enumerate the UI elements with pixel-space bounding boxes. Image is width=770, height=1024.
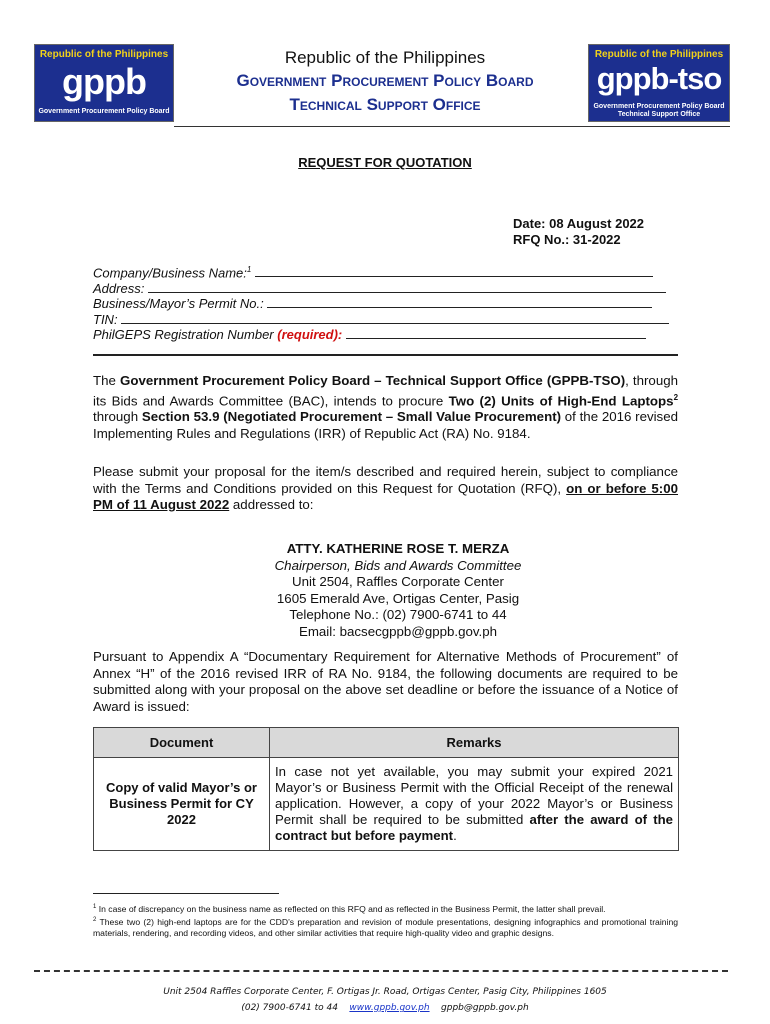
header-republic: Republic of the Philippines	[284, 48, 486, 67]
table-row	[94, 758, 679, 851]
logo-top-text: Republic of the Philippines	[594, 49, 724, 60]
logo-sub-text-2: Technical Support Office	[617, 111, 701, 118]
tin-label: TIN:	[93, 311, 118, 327]
supplier-fields	[93, 262, 678, 343]
fields-rule	[93, 354, 678, 356]
logo-top-text: Republic of the Philippines	[39, 49, 169, 60]
header-agency: Government Procurement Policy Board	[236, 71, 534, 90]
remarks-cell: In case not yet available, you may submit your expired 2021 Mayor’s or Business Permit with the Official Receipt of the renewal application. However, a copy of your 2022 Mayor’s or Business Permit shall be required to be submitted after the award of the contract but before payment.	[270, 758, 679, 851]
page-title: REQUEST FOR QUOTATION	[298, 155, 472, 170]
tin-field[interactable]	[93, 312, 678, 328]
header-document: Document	[94, 728, 270, 758]
footnote-2: $^2$ These two (2) high-end laptops are for the CDD’s preparation and revision of module presentations, designing infographics and promotional training materials, rendering, and recording videos, and other similar activities that require high-quality video and graphic designs.	[93, 916, 678, 938]
philgeps-label: PhilGEPS Registration Number	[93, 327, 274, 343]
submission-paragraph: Please submit your proposal for the item/s described and required herein, subject to compliance with the Terms and Conditions provided on this Request for Quotation (RFQ), on or before 5:00 PM of 11 August 2022 addressed to:	[93, 464, 679, 512]
logo-sub-text: Government Procurement Policy Board	[38, 108, 170, 115]
footer-phone: (02) 7900-6741 to 44	[241, 1003, 338, 1013]
footnote-1: $^1$ In case of discrepancy on the business name as reflected on this RFQ and as reflected in the Business Permit, the latter shall prevail.	[93, 903, 606, 914]
deadline: on or before 5:00 PM of 11 August 2022	[93, 480, 679, 512]
required-marker: (required):	[277, 327, 343, 343]
philgeps-field[interactable]	[93, 327, 678, 343]
addressee-position: Chairperson, Bids and Awards Committee	[274, 557, 522, 573]
header-rule	[174, 126, 730, 127]
permit-field[interactable]	[93, 296, 678, 312]
requirements-table	[93, 727, 679, 851]
document-cell: Copy of valid Mayor’s or Business Permit for CY 2022	[94, 758, 270, 851]
addressee-block	[93, 541, 703, 640]
footnote-ref-1: 1	[246, 265, 252, 274]
footnotes	[93, 902, 678, 939]
footer-email: gppb@gppb.gov.ph	[441, 1003, 529, 1013]
footer-rule	[34, 970, 728, 972]
header-office: Technical Support Office	[289, 95, 481, 114]
footer-website-link[interactable]: www.gppb.gov.ph	[349, 1003, 430, 1013]
addressee-address-2: 1605 Emerald Ave, Ortigas Center, Pasig	[276, 590, 520, 606]
footer-address: Unit 2504 Raffles Corporate Center, F. Ortigas Jr. Road, Ortigas Center, Pasig City, Philippines 1605	[163, 987, 607, 997]
footnote-ref-2: 2	[673, 392, 679, 402]
company-field[interactable]	[93, 262, 678, 281]
date-line: Date: 08 August 2022	[513, 216, 645, 231]
permit-label: Business/Mayor’s Permit No.:	[93, 296, 264, 312]
address-label: Address:	[93, 280, 145, 296]
addressee-email: Email: bacsecgppb@gppb.gov.ph	[298, 623, 498, 639]
addressee-address-1: Unit 2504, Raffles Corporate Center	[292, 574, 504, 589]
addressee-name: ATTY. KATHERINE ROSE T. MERZA	[286, 541, 510, 556]
company-label: Company/Business Name:	[93, 265, 247, 281]
logo-mark: gppb-tso	[596, 61, 722, 96]
logo-mark: gppb	[62, 61, 146, 102]
addressee-phone: Telephone No.: (02) 7900-6741 to 44	[289, 607, 507, 622]
footnote-rule	[93, 893, 279, 894]
footer-contacts	[0, 1003, 770, 1013]
requirements-paragraph: Pursuant to Appendix A “Documentary Requirement for Alternative Methods of Procurement” of Annex “H” of the 2016 revised IRR of RA No. 9184, the following documents are required to be submitted along with your proposal on the above set deadline or before the issuance of a Notice of Award is issued:	[93, 649, 678, 714]
address-field[interactable]	[93, 281, 678, 297]
rfq-number: RFQ No.: 31-2022	[513, 232, 621, 247]
logo-sub-text: Government Procurement Policy Board	[593, 103, 725, 110]
intro-paragraph: The Government Procurement Policy Board – Technical Support Office (GPPB-TSO), through its Bids and Awards Committee (BAC), intends to procure Two (2) Units of High-End Laptops$^2$ through Section 53.9 (Negotiated Procurement – Small Value Procurement) of the 2016 revised Implementing Rules and Regulations (IRR) of Republic Act (RA) No. 9184.	[93, 373, 679, 441]
table-header-row	[94, 728, 679, 758]
header-remarks: Remarks	[270, 728, 679, 758]
